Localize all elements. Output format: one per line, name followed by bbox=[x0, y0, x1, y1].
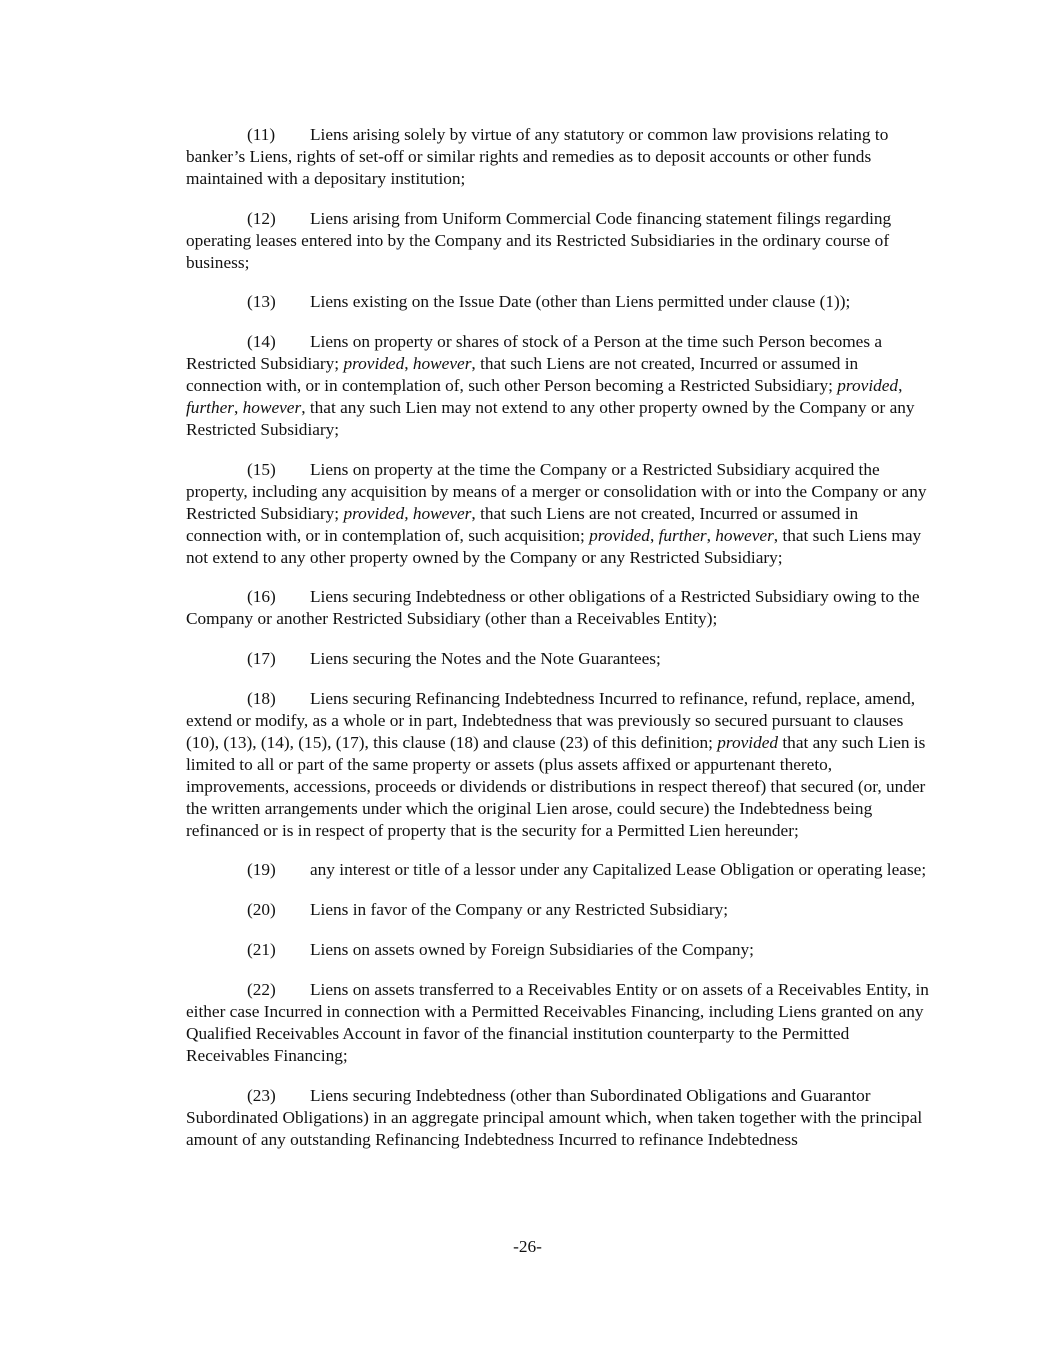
clause-italic-text: however bbox=[715, 525, 774, 545]
clause-text: that any such Lien is limited to all or part of the same property or assets (plus assets affixed or appurtenant thereto, improvements, accessions, proceeds or dividends or distributions in respect thereof) that secured (or, under the written arrangements under which the original Lien arose, could secure) the Indebtedness being refinanced or is in respect of property that is the security for a Permitted Lien hereunder; bbox=[186, 732, 926, 840]
clause-italic-text: further bbox=[658, 525, 707, 545]
clause-text: any interest or title of a lessor under any Capitalized Lease Obligation or operating lease; bbox=[310, 860, 927, 880]
clause-number: (19) bbox=[247, 860, 276, 880]
clause-number: (18) bbox=[247, 689, 276, 709]
clause-number: (16) bbox=[247, 587, 276, 607]
clause-italic-text: provided bbox=[343, 354, 405, 374]
clause-italic-text: however bbox=[242, 398, 302, 418]
clause-15 bbox=[186, 459, 932, 569]
clause-text: Liens securing Indebtedness or other obligations of a Restricted Subsidiary owing to the Company or another Restricted Subsidiary (other than a Receivables Entity); bbox=[186, 587, 920, 629]
clause-number: (13) bbox=[247, 292, 276, 312]
clause-13 bbox=[186, 291, 932, 313]
clause-text: Liens existing on the Issue Date (other than Liens permitted under clause (1)); bbox=[310, 292, 851, 312]
clause-text: Liens securing the Notes and the Note Guarantees; bbox=[310, 649, 661, 669]
clause-italic-text: further bbox=[186, 398, 235, 418]
clause-number: (23) bbox=[247, 1085, 276, 1105]
clause-number: (21) bbox=[247, 940, 276, 960]
clause-text: , that such Liens may not extend to any other property owned by the Company or any Restricted Subsidiary; bbox=[186, 525, 922, 567]
clause-16 bbox=[186, 586, 932, 630]
clause-text: , bbox=[234, 398, 243, 418]
clause-text: , bbox=[404, 354, 413, 374]
clause-12 bbox=[186, 208, 932, 274]
clause-text: , that such Liens are not created, Incurred or assumed in connection with, or in contemplation of, such other Person becoming a Restricted Subsidiary; bbox=[186, 354, 859, 396]
clause-19 bbox=[186, 859, 932, 881]
clause-text: Liens securing Refinancing Indebtedness Incurred to refinance, refund, replace, amend, extend or modify, as a whole or in part, Indebtedness that was previously so secured pursuant to clauses (10), (13), (14), (15), (17), this clause (18) and clause (23) of this definition; bbox=[186, 689, 916, 752]
clause-number: (17) bbox=[247, 649, 276, 669]
clause-21 bbox=[186, 939, 932, 961]
clause-18 bbox=[186, 688, 932, 841]
clause-text: Liens arising from Uniform Commercial Code financing statement filings regarding operating leases entered into by the Company and its Restricted Subsidiaries in the ordinary course of business; bbox=[186, 208, 892, 272]
clause-text: , that any such Lien may not extend to any other property owned by the Company or any Restricted Subsidiary; bbox=[186, 398, 915, 439]
clause-text: Liens securing Indebtedness (other than Subordinated Obligations and Guarantor Subordinated Obligations) in an aggregate principal amount which, when taken together with the principal amount of any outstanding Refinancing Indebtedness Incurred to refinance Indebtedness bbox=[186, 1085, 923, 1149]
clause-text: Liens on assets owned by Foreign Subsidiaries of the Company; bbox=[310, 940, 754, 960]
clause-11 bbox=[186, 124, 932, 190]
clause-23 bbox=[186, 1085, 932, 1151]
clause-number: (20) bbox=[247, 900, 276, 920]
page-number: -26- bbox=[513, 1237, 542, 1256]
clause-text: Liens arising solely by virtue of any statutory or common law provisions relating to banker’s Liens, rights of set-off or similar rights and remedies as to deposit accounts or other funds maintained with a depositary institution; bbox=[186, 125, 889, 188]
clause-number: (12) bbox=[247, 208, 276, 228]
clause-italic-text: provided bbox=[589, 525, 650, 545]
clause-text: , that such Liens are not created, Incurred or assumed in connection with, or in contemplation of, such acquisition; bbox=[186, 503, 859, 545]
document-body bbox=[186, 124, 932, 1169]
clause-text: , bbox=[898, 376, 903, 396]
clause-italic-text: provided bbox=[717, 732, 779, 752]
clause-number: (15) bbox=[247, 459, 276, 479]
clause-17 bbox=[186, 648, 932, 670]
clause-14 bbox=[186, 331, 932, 441]
clause-text: Liens on property at the time the Company or a Restricted Subsidiary acquired the property, including any acquisition by means of a merger or consolidation with or into the Company or any Restricted Subsidiary; bbox=[186, 459, 927, 523]
clause-text: , bbox=[649, 525, 659, 545]
clause-italic-text: provided, however bbox=[343, 503, 472, 523]
clause-text: Liens on property or shares of stock of a Person at the time such Person becomes a Restricted Subsidiary; bbox=[186, 332, 883, 374]
clause-text: Liens in favor of the Company or any Restricted Subsidiary; bbox=[310, 900, 729, 920]
clause-number: (22) bbox=[247, 980, 276, 1000]
clause-italic-text: provided bbox=[837, 376, 899, 396]
clause-number: (11) bbox=[247, 125, 276, 144]
clause-text: , bbox=[706, 525, 716, 545]
clause-number: (14) bbox=[247, 332, 276, 352]
clause-text: Liens on assets transferred to a Receivables Entity or on assets of a Receivables Entity, in either case Incurred in connection with a Permitted Receivables Financing, including Liens granted on any Qualified Receivables Account in favor of the financial institution counterparty to the Permitted Receivables Financing; bbox=[186, 980, 929, 1065]
clause-22 bbox=[186, 979, 932, 1067]
clause-20 bbox=[186, 899, 932, 921]
clause-italic-text: however bbox=[412, 354, 472, 374]
